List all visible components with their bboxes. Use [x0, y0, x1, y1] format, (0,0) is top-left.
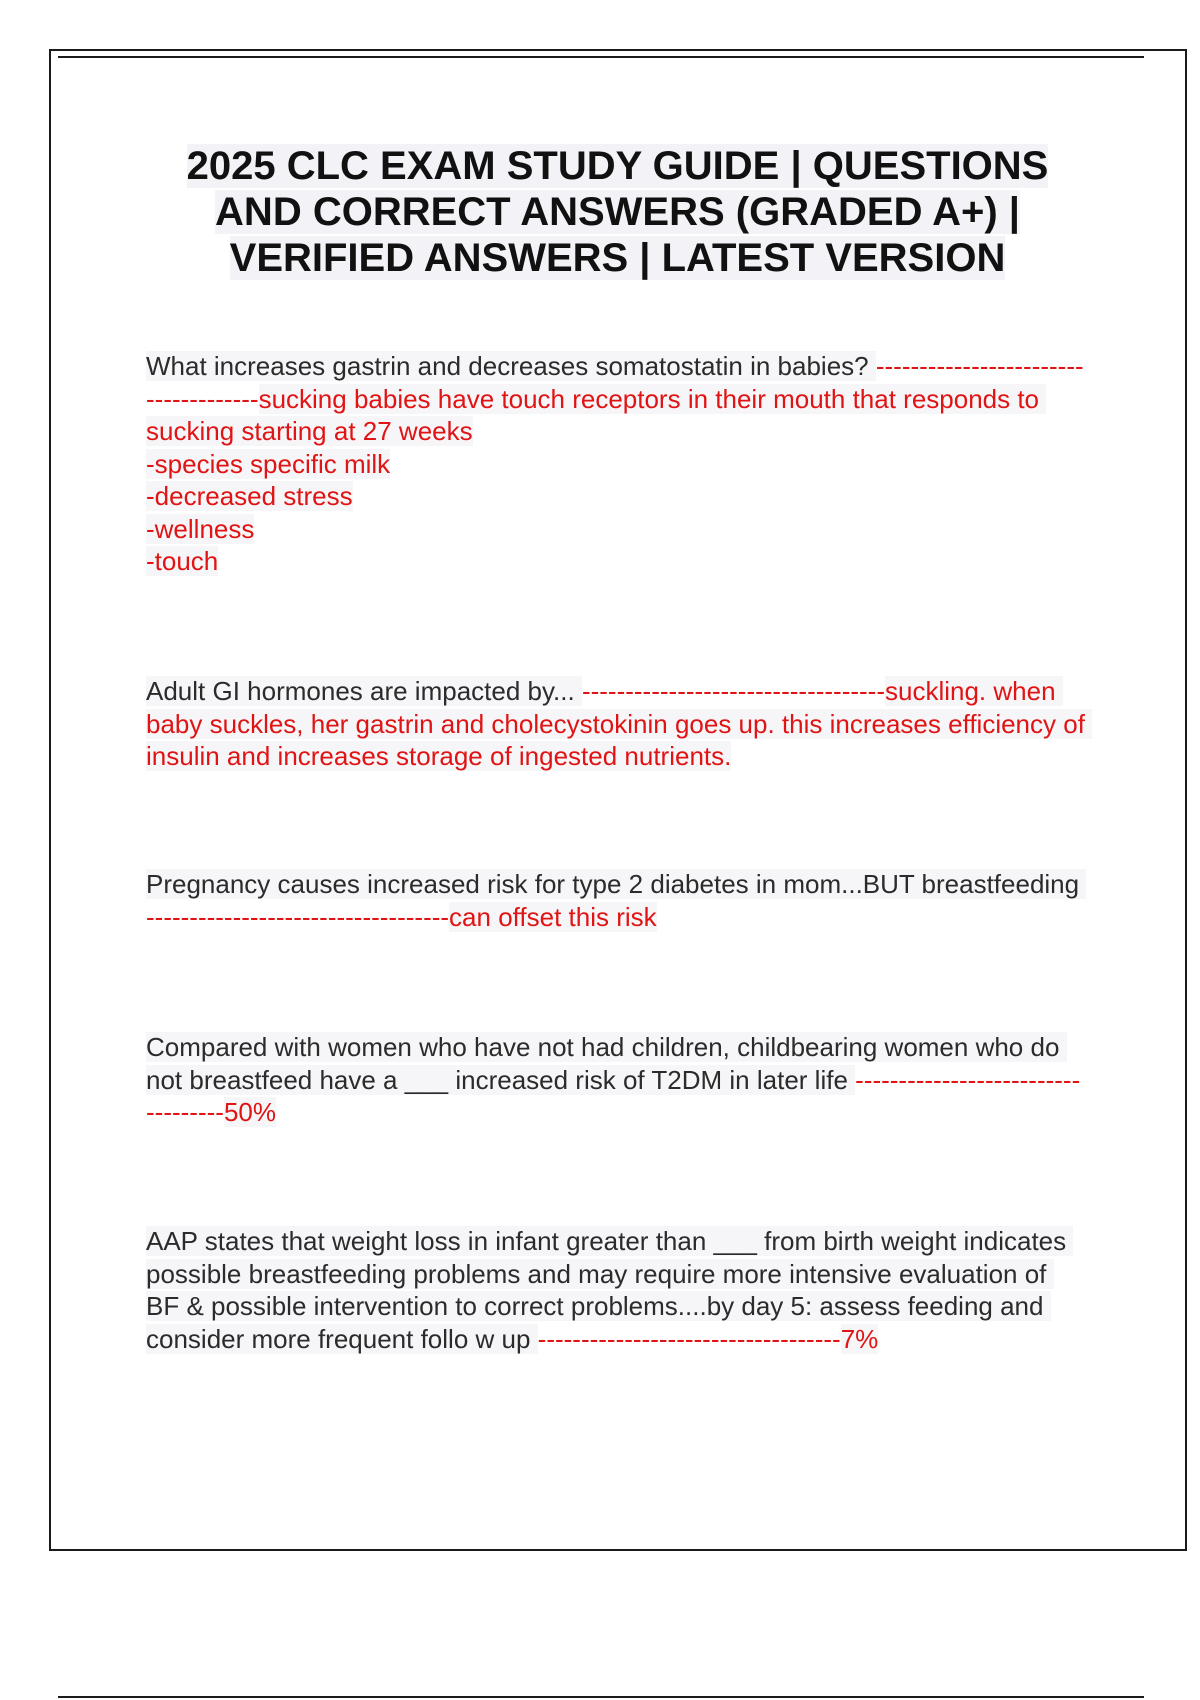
qa-item	[146, 1225, 1086, 1355]
qa-item	[146, 868, 1086, 933]
document-title-text: 2025 CLC EXAM STUDY GUIDE | QUESTIONS AND CORRECT ANSWERS (GRADED A+) | VERIFIED ANSWERS | LATEST VERSION	[186, 144, 1049, 280]
answer-text: sucking babies have touch receptors in their mouth that responds to sucking starting at 27 weeks -species specific milk -decreased stress -wellness -touch	[146, 384, 1046, 577]
question-text: What increases gastrin and decreases somatostatin in babies?	[146, 351, 876, 381]
question-text: AAP states that weight loss in infant greater than ___ from birth weight indicates possible breastfeeding problems and may require more intensive evaluation of BF & possible intervention to correct problems....by day 5: assess feeding and consider more frequent follo w up	[146, 1226, 1074, 1354]
qa-item	[146, 1031, 1086, 1129]
answer-separator: -----------------------------------	[537, 1323, 841, 1354]
answer-separator: -------------------------------------	[146, 351, 1084, 414]
answer-separator: -----------------------------------	[146, 901, 450, 932]
answer-separator: -----------------------------------	[146, 1064, 1081, 1127]
question-text: Pregnancy causes increased risk for type 2 diabetes in mom...BUT breastfeeding	[146, 869, 1087, 899]
qa-item	[146, 350, 1086, 578]
answer-text: can offset this risk	[449, 901, 657, 932]
answer-text: suckling. when baby suckles, her gastrin and cholecystokinin goes up. this increases efficiency of insulin and increases storage of ingested nutrients.	[146, 676, 1093, 771]
top-rule	[58, 56, 1144, 58]
answer-text: 50%	[223, 1097, 276, 1127]
answer-text: 7%	[840, 1323, 879, 1354]
question-text: Adult GI hormones are impacted by...	[146, 676, 582, 706]
qa-item	[146, 675, 1093, 773]
answer-separator: -----------------------------------	[581, 676, 885, 706]
question-text: Compared with women who have not had children, childbearing women who do not breastfeed have a ___ increased risk of T2DM in later life	[146, 1032, 1067, 1095]
document-title	[150, 143, 1085, 281]
bottom-rule	[58, 1696, 1144, 1698]
